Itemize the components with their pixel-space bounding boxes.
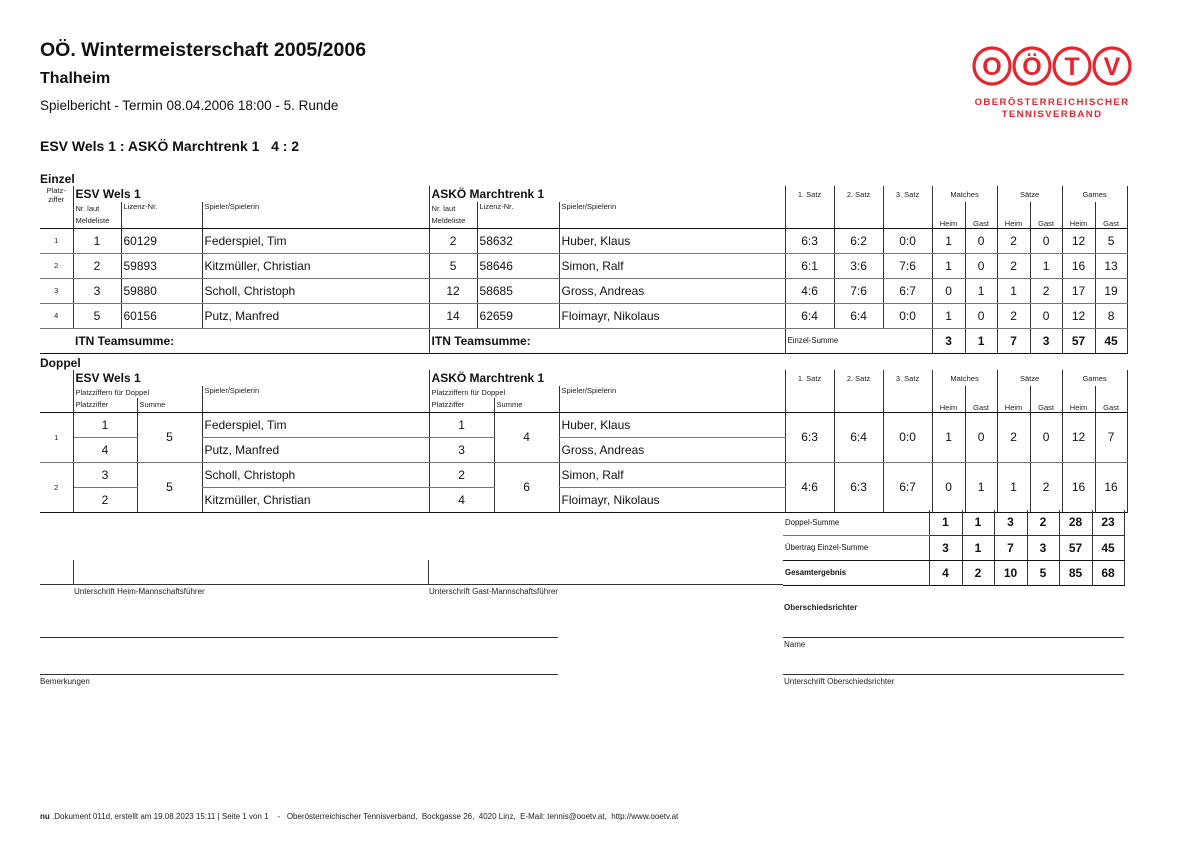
einzel-cell-sg: 0 <box>1030 303 1062 328</box>
einzel-cell-gh: 16 <box>1062 253 1095 278</box>
logo-line-1: OBERÖSTERREICHISCHER <box>974 97 1130 108</box>
doppel-col-platzziffern: Platzziffern für Doppel <box>75 387 150 397</box>
doppel-cell-h-n1: Scholl, Christoph <box>202 462 429 487</box>
doppel-saetze-heim: Heim <box>997 386 1030 412</box>
doppel-cell-h-n1: Federspiel, Tim <box>202 412 429 437</box>
doppel-away-team: ASKÖ Marchtrenk 1 <box>429 370 785 386</box>
doppel-cell-sg: 0 <box>1030 412 1062 462</box>
carry-gh: 57 <box>1059 535 1092 560</box>
einzel-cell-mh: 1 <box>932 228 965 253</box>
col-satz2: 2. Satz <box>834 186 883 202</box>
doppel-col-platzziffer: Platzziffer <box>73 398 137 412</box>
doppel-col-satz1: 1. Satz <box>785 370 834 386</box>
einzel-cell-s3: 6:7 <box>883 278 932 303</box>
referee-name-label: Name <box>784 640 806 649</box>
doppel-matches-gast: Gast <box>965 386 997 412</box>
einzel-sum-gh: 57 <box>1062 328 1095 353</box>
einzel-label: Einzel <box>40 172 75 186</box>
col-satz1: 1. Satz <box>785 186 834 202</box>
doppel-cell-h-sum: 5 <box>137 412 202 462</box>
einzel-sum-gg: 45 <box>1095 328 1127 353</box>
total-sg: 5 <box>1027 560 1059 585</box>
einzel-row <box>40 303 1127 328</box>
logo-letter-3: T <box>1064 53 1080 81</box>
col-lizenz: Lizenz-Nr. <box>121 202 202 228</box>
einzel-cell-h-nr: 3 <box>73 278 121 303</box>
doppel-cell-platz: 2 <box>40 462 73 512</box>
doppel-cell-h-n2: Kitzmüller, Christian <box>202 487 429 512</box>
doppel-home-team: ESV Wels 1 <box>75 370 141 385</box>
referee-signature-label: Unterschrift Oberschiedsrichter <box>784 677 895 686</box>
einzel-row <box>40 278 1127 303</box>
doppel-matches-heim: Heim <box>932 386 965 412</box>
einzel-cell-sh: 1 <box>997 278 1030 303</box>
summary-table <box>783 510 1125 586</box>
home-team-header: ESV Wels 1 <box>75 186 141 201</box>
doppel-cell-h-p2: 4 <box>73 437 137 462</box>
doppel-games-gast: Gast <box>1095 386 1127 412</box>
einzel-cell-platz: 2 <box>40 253 73 278</box>
doppel-cell-a-p1: 2 <box>429 462 494 487</box>
doppel-cell-s2: 6:3 <box>834 462 883 512</box>
col-lizenz-away: Lizenz-Nr. <box>477 202 559 228</box>
games-heim: Heim <box>1062 202 1095 228</box>
doppel-cell-sh: 2 <box>997 412 1030 462</box>
doppel-cell-h-p1: 3 <box>73 462 137 487</box>
referee-heading: Oberschiedsrichter <box>784 603 858 612</box>
col-saetze: Sätze <box>997 186 1062 202</box>
einzel-cell-gh: 12 <box>1062 228 1095 253</box>
remarks-label: Bemerkungen <box>40 677 90 686</box>
col-games: Games <box>1062 186 1127 202</box>
einzel-cell-gg: 8 <box>1095 303 1127 328</box>
doppel-cell-a-n1: Huber, Klaus <box>559 412 785 437</box>
doppel-col-summe-away: Summe <box>494 398 559 412</box>
doppel-col-platzziffer-away: Platzziffer <box>429 398 494 412</box>
einzel-cell-a-nr: 5 <box>429 253 477 278</box>
footer <box>40 812 678 821</box>
einzel-summe-label: Einzel-Summe <box>785 328 932 353</box>
einzel-cell-h-nr: 2 <box>73 253 121 278</box>
einzel-cell-sg: 1 <box>1030 253 1062 278</box>
einzel-cell-a-liz: 58685 <box>477 278 559 303</box>
logo-letter-1: O <box>982 53 1002 81</box>
einzel-cell-h-name: Federspiel, Tim <box>202 228 429 253</box>
doppel-sum-mg: 1 <box>962 510 994 535</box>
einzel-row <box>40 228 1127 253</box>
einzel-cell-h-nr: 1 <box>73 228 121 253</box>
doppel-cell-mh: 0 <box>932 462 965 512</box>
col-platzziffer: Platz- ziffer <box>40 186 73 228</box>
einzel-table <box>40 186 1128 354</box>
doppel-cell-sg: 2 <box>1030 462 1062 512</box>
einzel-cell-h-liz: 59880 <box>121 278 202 303</box>
doppel-col-summe: Summe <box>137 398 202 412</box>
einzel-cell-s3: 0:0 <box>883 303 932 328</box>
einzel-cell-s1: 6:3 <box>785 228 834 253</box>
carry-sh: 7 <box>994 535 1027 560</box>
doppel-label: Doppel <box>40 356 81 370</box>
games-gast: Gast <box>1095 202 1127 228</box>
einzel-cell-gg: 13 <box>1095 253 1127 278</box>
col-meldeliste: Meldeliste <box>73 214 121 228</box>
einzel-cell-a-name: Gross, Andreas <box>559 278 785 303</box>
doppel-cell-platz: 1 <box>40 412 73 462</box>
einzel-cell-s2: 6:2 <box>834 228 883 253</box>
page-title: OÖ. Wintermeisterschaft 2005/2006 <box>40 39 367 61</box>
doppel-sum-sg: 2 <box>1027 510 1059 535</box>
doppel-cell-a-p1: 1 <box>429 412 494 437</box>
doppel-col-platzziffern-away: Platzziffern für Doppel <box>429 386 559 398</box>
einzel-cell-mh: 1 <box>932 303 965 328</box>
einzel-cell-a-nr: 12 <box>429 278 477 303</box>
doppel-cell-a-p2: 3 <box>429 437 494 462</box>
ooetv-logo <box>972 40 1132 121</box>
itn-home: ITN Teamsumme: <box>73 328 429 353</box>
doppel-saetze-gast: Gast <box>1030 386 1062 412</box>
einzel-cell-s3: 0:0 <box>883 228 932 253</box>
einzel-cell-gg: 5 <box>1095 228 1127 253</box>
einzel-cell-h-name: Kitzmüller, Christian <box>202 253 429 278</box>
einzel-cell-a-nr: 14 <box>429 303 477 328</box>
doppel-cell-a-n2: Floimayr, Nikolaus <box>559 487 785 512</box>
doppel-cell-mg: 1 <box>965 462 997 512</box>
einzel-cell-gh: 12 <box>1062 303 1095 328</box>
einzel-sum-sh: 7 <box>997 328 1030 353</box>
einzel-cell-platz: 3 <box>40 278 73 303</box>
total-sh: 10 <box>994 560 1027 585</box>
einzel-cell-s2: 7:6 <box>834 278 883 303</box>
einzel-cell-sg: 0 <box>1030 228 1062 253</box>
einzel-cell-mh: 0 <box>932 278 965 303</box>
uebertrag-label: Übertrag Einzel-Summe <box>783 535 929 560</box>
doppel-cell-a-p2: 4 <box>429 487 494 512</box>
einzel-cell-sh: 2 <box>997 303 1030 328</box>
doppel-col-spieler: Spieler/Spielerin <box>202 386 429 412</box>
doppel-cell-s1: 6:3 <box>785 412 834 462</box>
doppel-cell-s3: 6:7 <box>883 462 932 512</box>
einzel-cell-sh: 2 <box>997 253 1030 278</box>
doppel-cell-mg: 0 <box>965 412 997 462</box>
col-spieler-away: Spieler/Spielerin <box>559 202 785 228</box>
col-matches: Matches <box>932 186 997 202</box>
logo-letters <box>972 40 1132 92</box>
gesamtergebnis-label: Gesamtergebnis <box>783 560 929 585</box>
einzel-cell-a-name: Simon, Ralf <box>559 253 785 278</box>
doppel-cell-a-n1: Simon, Ralf <box>559 462 785 487</box>
doppel-games-heim: Heim <box>1062 386 1095 412</box>
logo-line-2: TENNISVERBAND <box>1001 109 1103 120</box>
doppel-cell-sh: 1 <box>997 462 1030 512</box>
einzel-sum-mh: 3 <box>932 328 965 353</box>
einzel-cell-mh: 1 <box>932 253 965 278</box>
einzel-cell-h-liz: 59893 <box>121 253 202 278</box>
doppel-col-satz2: 2. Satz <box>834 370 883 386</box>
carry-sg: 3 <box>1027 535 1059 560</box>
match-result: ESV Wels 1 : ASKÖ Marchtrenk 1 4 : 2 <box>40 138 300 154</box>
einzel-cell-h-name: Putz, Manfred <box>202 303 429 328</box>
logo-text <box>972 97 1132 121</box>
doppel-sum-sh: 3 <box>994 510 1027 535</box>
doppel-sum-gh: 28 <box>1059 510 1092 535</box>
doppel-cell-gg: 16 <box>1095 462 1127 512</box>
away-team-header: ASKÖ Marchtrenk 1 <box>429 186 785 202</box>
doppel-cell-gh: 12 <box>1062 412 1095 462</box>
report-line: Spielbericht - Termin 08.04.2006 18:00 - 5. Runde <box>40 98 339 113</box>
logo-letter-4: V <box>1103 53 1121 81</box>
einzel-cell-sh: 2 <box>997 228 1030 253</box>
doppel-row <box>40 412 1127 437</box>
doppel-cell-gh: 16 <box>1062 462 1095 512</box>
einzel-cell-s1: 6:4 <box>785 303 834 328</box>
einzel-cell-h-name: Scholl, Christoph <box>202 278 429 303</box>
carry-mg: 1 <box>962 535 994 560</box>
doppel-col-saetze: Sätze <box>997 370 1062 386</box>
einzel-cell-mg: 0 <box>965 228 997 253</box>
einzel-cell-s3: 7:6 <box>883 253 932 278</box>
einzel-cell-mg: 1 <box>965 278 997 303</box>
doppel-table <box>40 370 1128 513</box>
doppel-cell-h-sum: 5 <box>137 462 202 512</box>
total-gg: 68 <box>1092 560 1124 585</box>
doppel-cell-h-n2: Putz, Manfred <box>202 437 429 462</box>
matches-heim: Heim <box>932 202 965 228</box>
doppel-sum-gg: 23 <box>1092 510 1124 535</box>
doppel-row <box>40 462 1127 487</box>
logo-letter-2: Ö <box>1022 53 1042 81</box>
doppel-cell-a-n2: Gross, Andreas <box>559 437 785 462</box>
doppel-sum-mh: 1 <box>929 510 962 535</box>
home-captain-signature: Unterschrift Heim-Mannschaftsführer <box>74 587 205 596</box>
doppel-cell-h-p2: 2 <box>73 487 137 512</box>
doppel-col-matches: Matches <box>932 370 997 386</box>
col-spieler: Spieler/Spielerin <box>202 202 429 228</box>
doppel-cell-mh: 1 <box>932 412 965 462</box>
einzel-cell-mg: 0 <box>965 253 997 278</box>
einzel-cell-s1: 4:6 <box>785 278 834 303</box>
location: Thalheim <box>40 70 111 87</box>
doppel-col-spieler-away: Spieler/Spielerin <box>559 386 785 412</box>
einzel-cell-h-liz: 60156 <box>121 303 202 328</box>
carry-gg: 45 <box>1092 535 1124 560</box>
footer-doc-prefix: nu <box>40 812 50 821</box>
einzel-cell-a-liz: 58632 <box>477 228 559 253</box>
einzel-sum-sg: 3 <box>1030 328 1062 353</box>
einzel-row <box>40 253 1127 278</box>
einzel-cell-sg: 2 <box>1030 278 1062 303</box>
doppel-col-satz3: 3. Satz <box>883 370 932 386</box>
col-satz3: 3. Satz <box>883 186 932 202</box>
saetze-gast: Gast <box>1030 202 1062 228</box>
einzel-cell-platz: 4 <box>40 303 73 328</box>
total-gh: 85 <box>1059 560 1092 585</box>
einzel-cell-mg: 0 <box>965 303 997 328</box>
doppel-cell-s3: 0:0 <box>883 412 932 462</box>
einzel-cell-s1: 6:1 <box>785 253 834 278</box>
col-nr: Nr. laut <box>75 203 100 213</box>
doppel-cell-s1: 4:6 <box>785 462 834 512</box>
doppel-summe-label: Doppel-Summe <box>783 510 929 535</box>
doppel-cell-s2: 6:4 <box>834 412 883 462</box>
einzel-sum-mg: 1 <box>965 328 997 353</box>
matches-gast: Gast <box>965 202 997 228</box>
einzel-cell-h-nr: 5 <box>73 303 121 328</box>
einzel-cell-a-liz: 62659 <box>477 303 559 328</box>
einzel-cell-gg: 19 <box>1095 278 1127 303</box>
total-mg: 2 <box>962 560 994 585</box>
doppel-cell-h-p1: 1 <box>73 412 137 437</box>
col-meldeliste-away: Meldeliste <box>429 214 477 228</box>
einzel-cell-a-name: Huber, Klaus <box>559 228 785 253</box>
einzel-cell-a-nr: 2 <box>429 228 477 253</box>
away-captain-signature: Unterschrift Gast-Mannschaftsführer <box>429 587 558 596</box>
total-mh: 4 <box>929 560 962 585</box>
doppel-cell-a-sum: 6 <box>494 462 559 512</box>
doppel-cell-gg: 7 <box>1095 412 1127 462</box>
col-nr-away: Nr. laut <box>429 202 477 214</box>
doppel-col-games: Games <box>1062 370 1127 386</box>
doppel-cell-a-sum: 4 <box>494 412 559 462</box>
itn-away: ITN Teamsumme: <box>429 328 785 353</box>
footer-doc-info: .Dokument 011d, erstellt am 19.08.2023 15:11 | Seite 1 von 1 - Oberösterreichischer Tennisverband, Bockgasse 26, 4020 Linz, E-Mail: tennis@ooetv.at, http://www.ooetv.at <box>49 812 679 821</box>
saetze-heim: Heim <box>997 202 1030 228</box>
einzel-cell-gh: 17 <box>1062 278 1095 303</box>
carry-mh: 3 <box>929 535 962 560</box>
einzel-cell-a-liz: 58646 <box>477 253 559 278</box>
einzel-cell-h-liz: 60129 <box>121 228 202 253</box>
einzel-cell-s2: 3:6 <box>834 253 883 278</box>
einzel-cell-a-name: Floimayr, Nikolaus <box>559 303 785 328</box>
einzel-cell-platz: 1 <box>40 228 73 253</box>
einzel-cell-s2: 6:4 <box>834 303 883 328</box>
